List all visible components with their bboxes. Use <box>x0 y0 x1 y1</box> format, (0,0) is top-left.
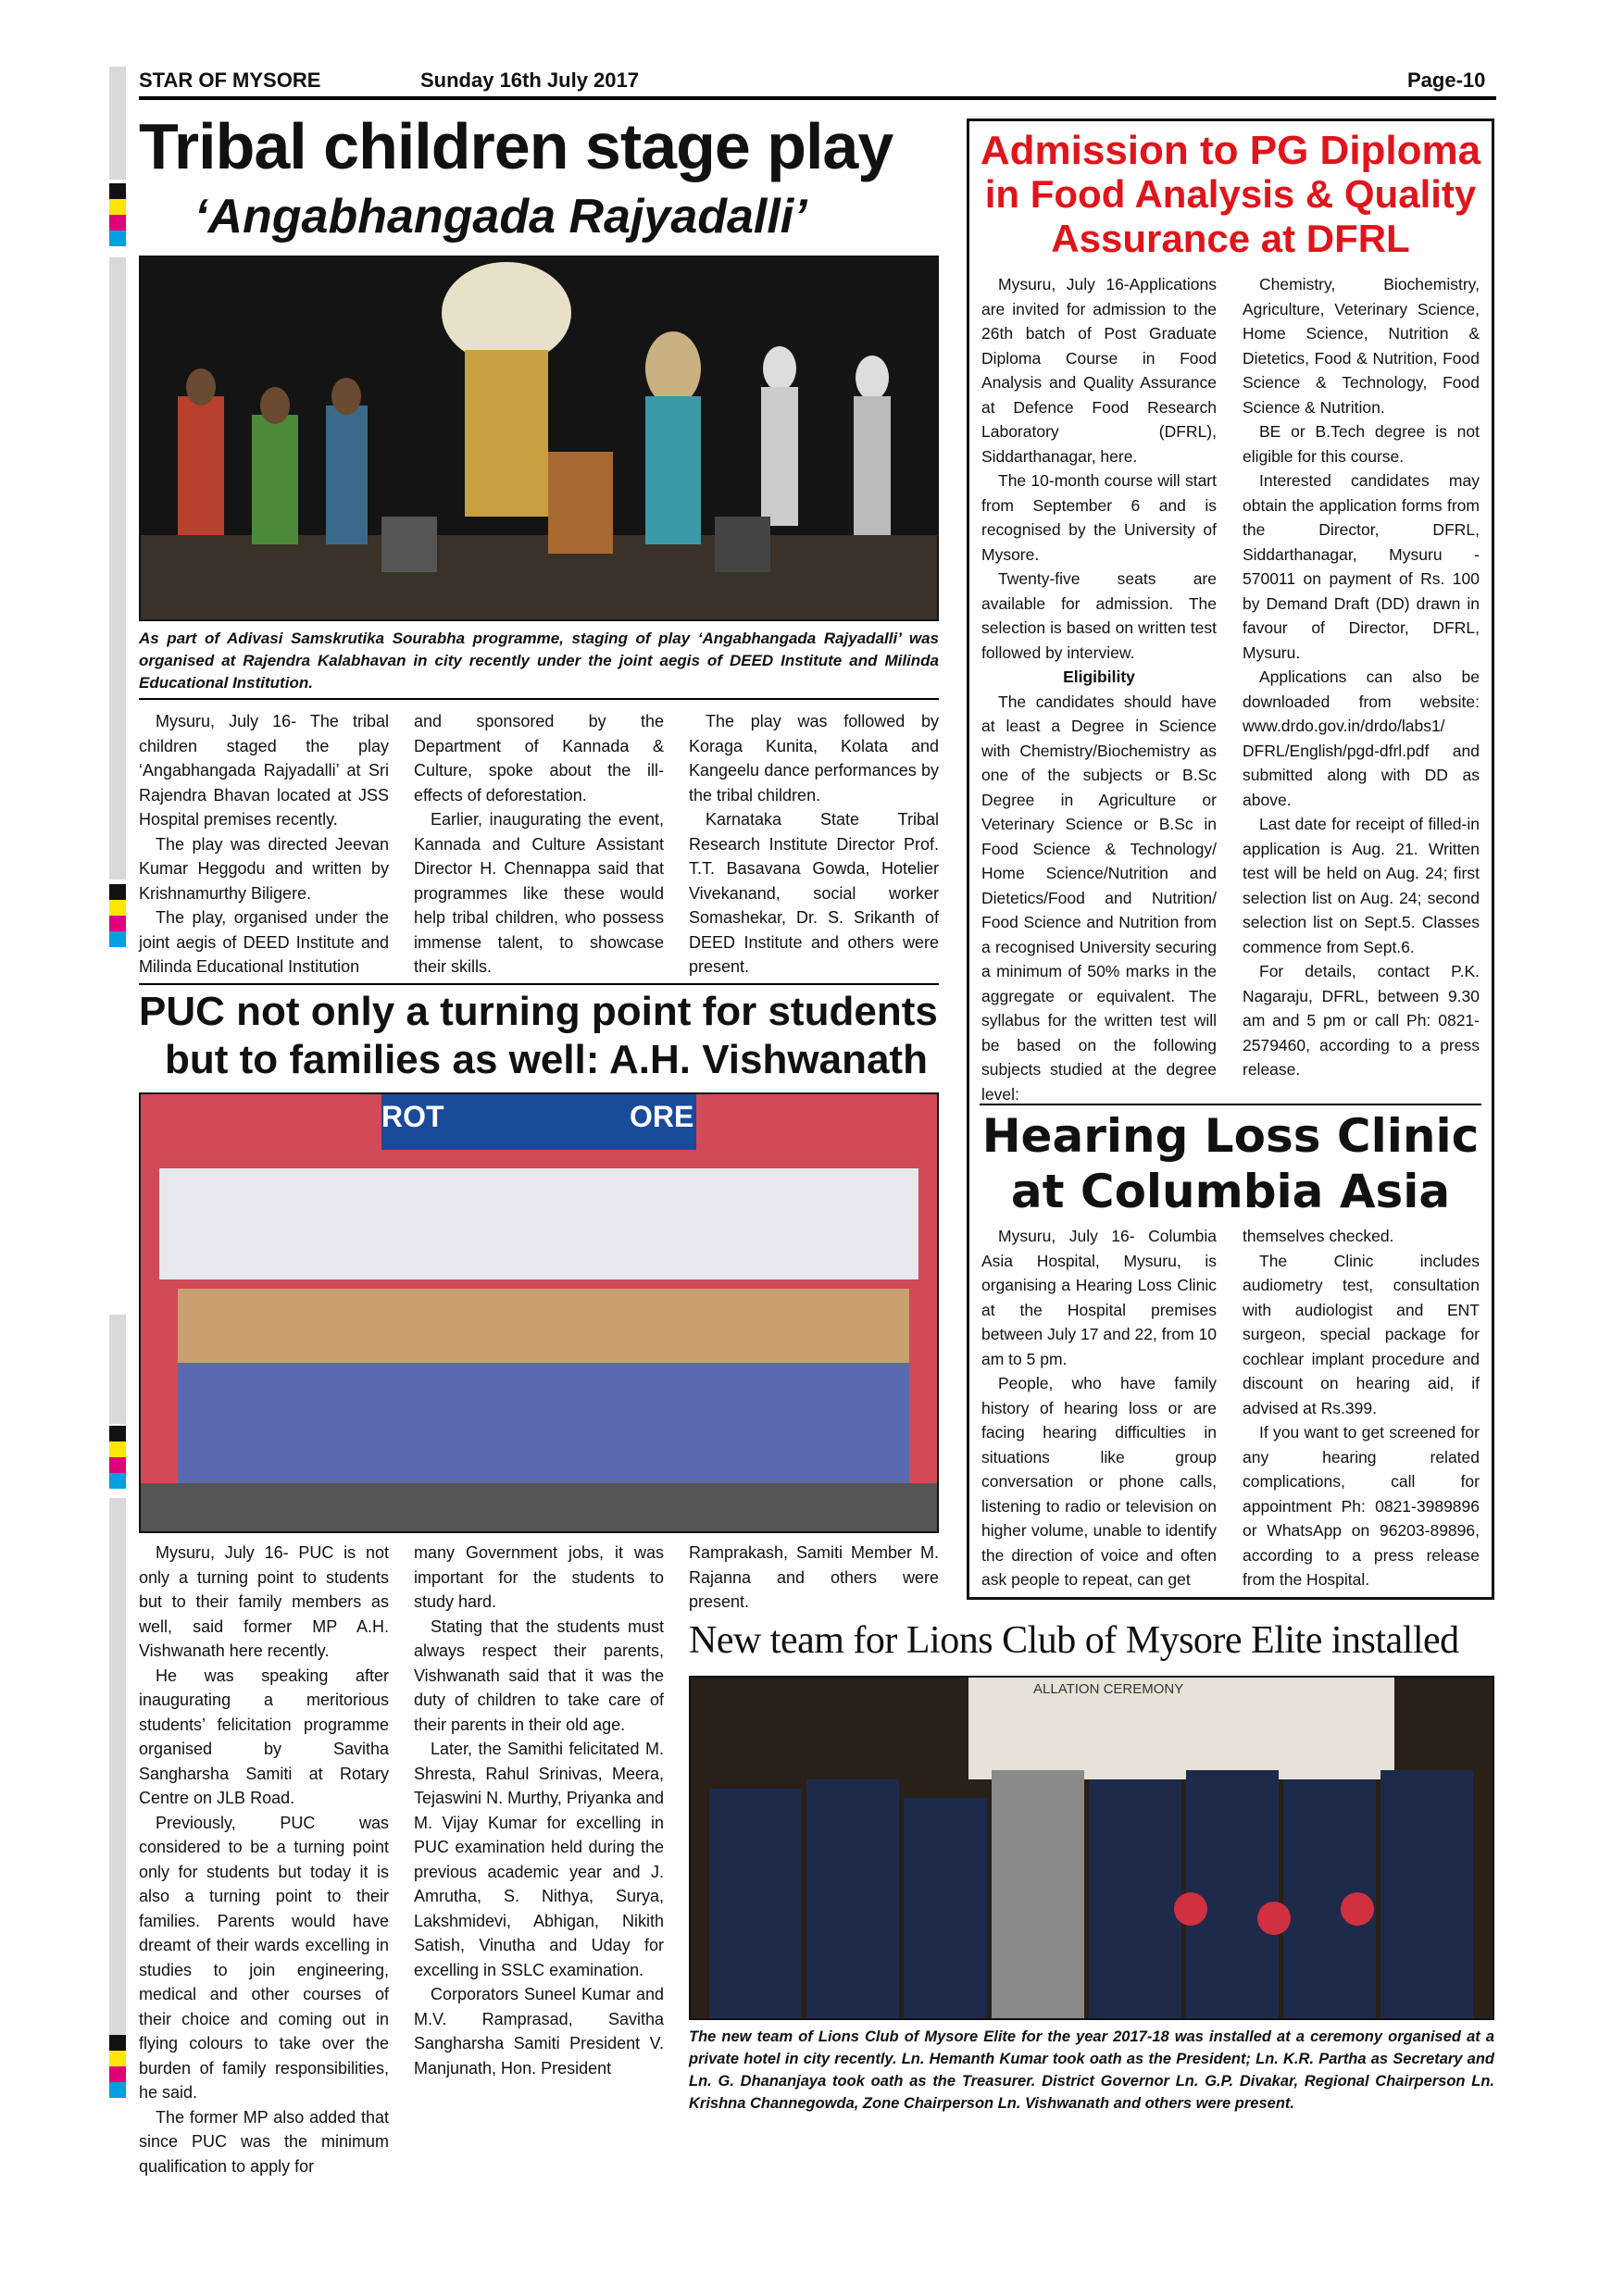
tribal-column-2 <box>414 709 664 980</box>
hearing-headline-line-1: Hearing Loss Clinic <box>981 1109 1480 1163</box>
paragraph: Earlier, inaugurating the event, Kannada and Culture Assistant Director H. Chennappa said that programmes like these would help tribal children, who possess immense talent, to showcase their skills. <box>414 810 664 976</box>
color-registration-bar-mid2 <box>109 1315 126 1424</box>
lions-photo-caption: The new team of Lions Club of Mysore Elite for the year 2017-18 was installed at a ceremony organised at a private hotel in city recently. Ln. Hemanth Kumar took oath as the President; Ln. K.R. Partha as Secretary and Ln. G. Dhananjaya took oath as the Treasurer. District Governor Ln. G.P. Divakar, Regional Chairperson Ln. Krishna Channegowda, Zone Chairperson Ln. Vishwanath and others were present. <box>689 2028 1494 2112</box>
paragraph: The Clinic includes audiometry test, consultation with audiologist and ENT surgeon, special package for cochlear implant procedure and discount on hearing aid, if advised at Rs.399. <box>1243 1251 1480 1417</box>
paragraph: Mysuru, July 16- PUC is not only a turning point to students but to their family members as well, said former MP A.H. Vishwanath here recently. <box>139 1543 389 1660</box>
paragraph: The play was directed Jeevan Kumar Heggodu and written by Krishnamurthy Biligere. <box>139 834 389 903</box>
paragraph: Previously, PUC was considered to be a turning point only for students but today it is also a turning point to their families. Parents would have dreamt of their wards excelling in studies to join engineering, medical and other courses of their choice and coming out in flying colours to take over the burden of family responsibilities, he said. <box>139 1813 389 2102</box>
tribal-play-photo <box>139 256 939 621</box>
tribal-photo-caption: As part of Adivasi Samskrutika Sourabha programme, staging of play ‘Angabhangada Rajyadalli’ was organised at Rajendra Kalabhavan in city recently under the joint aegis of DEED Institute and Milinda Educational Institution. <box>139 630 939 692</box>
paragraph: Applications can also be downloaded from website: www.drdo.gov.in/drdo/labs1/ DFRL/English/pgd-dfrl.pdf and submitted along with DD as above. <box>1243 668 1480 809</box>
paragraph: Mysuru, July 16-Applications are invited for admission to the 26th batch of Post Graduate Diploma Course in Food Analysis and Quality Assurance at Defence Food Research Laboratory (DFRL), Siddarthanagar, here. <box>981 275 1217 466</box>
rotary-banner-left: ROT <box>381 1100 444 1133</box>
dfrl-headline-line-3: Assurance at DFRL <box>1051 217 1410 260</box>
tribal-column-1 <box>139 709 389 980</box>
paragraph: Ramprakash, Samiti Member M. Rajanna and others were present. <box>689 1543 939 1611</box>
color-registration-bar-bottom <box>109 1498 126 2035</box>
paragraph: If you want to get screened for any hearing related complications, call for appointment Ph: 0821-3989896 or WhatsApp on 96203-89896, according to a press release from the Hospital. <box>1243 1423 1480 1589</box>
paragraph: Interested candidates may obtain the application forms from the Director, DFRL, Siddarthanagar, Mysuru - 570011 on payment of Rs. 100 by Demand Draft (DD) drawn in favour of Director, DFRL, Mysuru. <box>1243 471 1480 662</box>
dfrl-bottom-rule <box>980 1104 1481 1105</box>
header-rule <box>139 96 1496 100</box>
puc-column-1 <box>139 1541 389 2178</box>
hearing-headline-line-2: at Columbia Asia <box>1010 1165 1451 1218</box>
puc-felicitation-photo <box>139 1092 939 1533</box>
paragraph: themselves checked. <box>1243 1227 1394 1245</box>
paragraph: People, who have family history of hearing loss or are facing hearing difficulties in situations like group conversation or phone calls, listening to radio or television on higher volume, unable to identify the direction of voice and often ask people to repeat, can get <box>981 1374 1217 1589</box>
lions-headline: New team for Lions Club of Mysore Elite installed <box>689 1619 1459 1662</box>
paragraph: The candidates should have at least a Degree in Science with Chemistry/Biochemistry as one of the subjects or B.Sc Degree in Agriculture or Veterinary Science or B.Sc in Food Science & Technology/ Home Science/Nutrition and Dietetics/Food and Nutrition/ Food Science and Nutrition from a recognised University securing a minimum of 50% marks in the aggregate or equivalent. The syllabus for the written test will be based on the following subjects studied at the degree level: <box>981 692 1217 1104</box>
dfrl-headline-line-2: in Food Analysis & Quality <box>984 172 1477 216</box>
paragraph: and sponsored by the Department of Kannada & Culture, spoke about the ill-effects of deforestation. <box>414 712 664 805</box>
tribal-column-3 <box>689 709 939 980</box>
color-registration-bar-mid1 <box>109 257 126 880</box>
tribal-bottom-rule <box>139 983 939 985</box>
dfrl-column-2 <box>1243 272 1480 1082</box>
color-registration-marks-bottom <box>109 2035 126 2098</box>
paragraph: Later, the Samithi felicitated M. Shresta, Rahul Srinivas, Meera, Tejaswini N. Murthy, Priyanka and M. Vijay Kumar for excelling in PUC examination held during the previous academic year and J. Amrutha, S. Nithya, Surya, Lakshmidevi, Abhigan, Nikith Satish, Vinutha and Uday for excelling in SSLC examination. <box>414 1740 664 1979</box>
color-registration-marks-mid1 <box>109 884 126 947</box>
paragraph: The 10-month course will start from September 6 and is recognised by the University of Mysore. <box>981 471 1217 564</box>
paragraph: He was speaking after inaugurating a meritorious students’ felicitation programme organised by Savitha Sangharsha Samiti at Rotary Centre on JLB Road. <box>139 1666 389 1807</box>
paragraph: For details, contact P.K. Nagaraju, DFRL, between 9.30 am and 5 pm or call Ph: 0821-2579460, according to a press release. <box>1243 962 1480 1079</box>
puc-column-2 <box>414 1541 664 2080</box>
tribal-subheadline: ‘Angabhangada Rajyadalli’ <box>194 190 807 243</box>
issue-date: Sunday 16th July 2017 <box>420 69 639 92</box>
lions-banner-text: ALLATION CEREMONY <box>1033 1681 1184 1697</box>
paragraph: Twenty-five seats are available for admission. The selection is based on written test followed by interview. <box>981 569 1217 662</box>
puc-column-3 <box>689 1541 939 1615</box>
paragraph: many Government jobs, it was important for the students to study hard. <box>414 1543 664 1611</box>
newspaper-name: STAR OF MYSORE <box>139 69 321 92</box>
dfrl-column-1 <box>981 272 1217 1106</box>
paragraph: BE or B.Tech degree is not eligible for this course. <box>1243 422 1480 466</box>
color-registration-marks-top <box>109 183 126 246</box>
tribal-caption-rule <box>139 698 939 700</box>
puc-headline-line-1: PUC not only a turning point for students <box>139 989 938 1034</box>
paragraph: Karnataka State Tribal Research Institute Director Prof. T.T. Basavana Gowda, Hotelier Vivekanand, social worker Somashekar, Dr. S. Srikanth of DEED Institute and others were present. <box>689 810 939 976</box>
paragraph: Corporators Suneel Kumar and M.V. Ramprasad, Savitha Sangharsha Samiti President V. Manjunath, Hon. President <box>414 1985 664 2078</box>
dfrl-headline-line-1: Admission to PG Diploma <box>980 128 1481 173</box>
eligibility-subhead: Eligibility <box>1063 668 1135 686</box>
lions-installation-photo <box>689 1676 1494 2020</box>
color-registration-marks-mid2 <box>109 1426 126 1489</box>
paragraph: Mysuru, July 16- The tribal children staged the play ‘Angabhangada Rajyadalli’ at Sri Rajendra Bhavan located at JSS Hospital premises recently. <box>139 712 389 829</box>
hearing-column-2 <box>1243 1224 1480 1592</box>
hearing-column-1 <box>981 1224 1217 1592</box>
paragraph: Stating that the students must always respect their parents, Vishwanath said that it was the duty of children to take care of their parents in their old age. <box>414 1616 664 1734</box>
color-registration-bar-top <box>109 67 126 180</box>
paragraph: Chemistry, Biochemistry, Agriculture, Veterinary Science, Home Science, Nutrition & Dietetics, Food & Nutrition, Food Science & Technology, Food Science & Nutrition. <box>1243 275 1480 417</box>
puc-headline-line-2: but to families as well: A.H. Vishwanath <box>165 1037 928 1082</box>
tribal-headline: Tribal children stage play <box>139 110 893 182</box>
paragraph: Last date for receipt of filled-in application is Aug. 21. Written test will be held on Aug. 24; first selection list on Aug. 24; second selection list on Sept.5. Classes commence from Sept.6. <box>1243 815 1480 956</box>
rotary-banner-right: ORE <box>630 1100 694 1133</box>
paragraph: The play, organised under the joint aegis of DEED Institute and Milinda Educational Institution <box>139 908 389 976</box>
paragraph: The former MP also added that since PUC was the minimum qualification to apply for <box>139 2107 389 2176</box>
paragraph: The play was followed by Koraga Kunita, Kolata and Kangeelu dance performances by the tribal children. <box>689 712 939 805</box>
paragraph: Mysuru, July 16- Columbia Asia Hospital, Mysuru, is organising a Hearing Loss Clinic at the Hospital premises between July 17 and 22, from 10 am to 5 pm. <box>981 1227 1217 1368</box>
page-number: Page-10 <box>1407 69 1486 92</box>
